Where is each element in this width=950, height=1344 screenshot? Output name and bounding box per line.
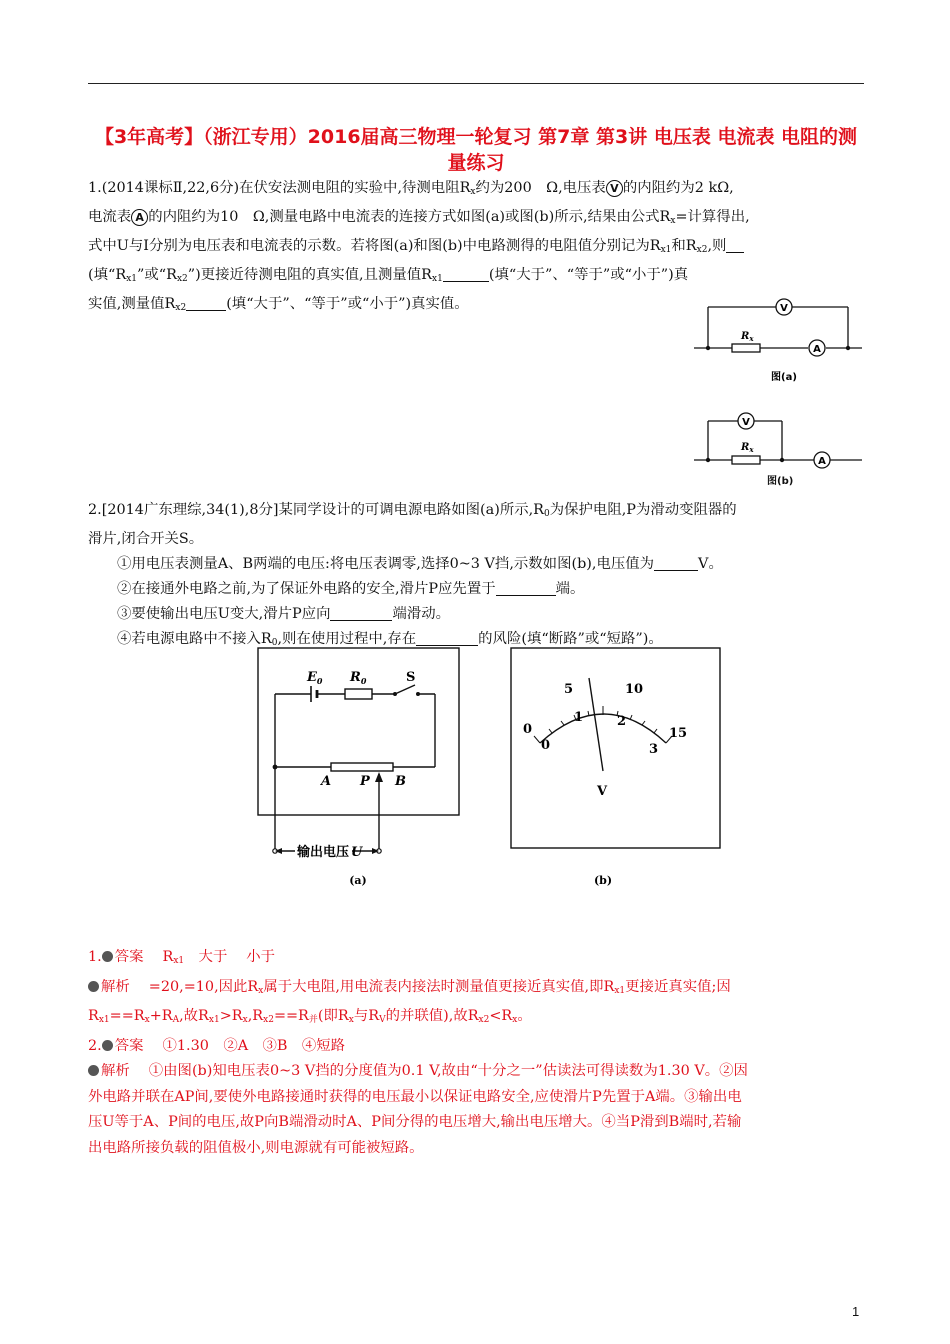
slider-p-label: P [360,774,370,789]
ammeter-label: A [813,344,821,355]
q1-line: 式中U与I分别为电压表和电流表的示数。若将图(a)和图(b)中电路测得的电阻值分别记为$R_{x1}$和$R_{x2}$,则 [88,234,864,263]
figure-b-caption: (b) [593,874,613,887]
q2-subquestion-3: ③要使输出电压U变大,滑片P应向 端滑动。 [117,606,451,622]
voltmeter-label: V [780,303,788,314]
protective-resistor-label: $R_0$ [350,670,367,686]
meter-top-15: 15 [669,726,688,741]
switch-label: S [406,670,416,685]
bullet-icon [88,981,99,992]
meter-needle [589,678,603,771]
bullet-icon [102,1040,113,1051]
resistor-label: $R_x$ [741,331,754,343]
page-title: 【3年高考】（浙江专用）2016届高三物理一轮复习 第7章 第3讲 电压表 电流表 电阻的测量练习 [94,126,858,174]
terminal-b-label: B [395,774,406,789]
q1-line: (填“$R_{x1}$”或“$R_{x2}$”)更接近待测电阻的真实值,且测量值$R_{x1}$ (填“大于”、“等于”或“小于”)真 [88,267,689,284]
q1-line: 实值,测量值$R_{x2}$ (填“大于”、“等于”或“小于”)真实值。 [88,296,469,313]
meter-bottom-0: 0 [541,738,551,753]
voltmeter-icon: V [606,180,623,197]
figure-a-caption: 图(a) [771,372,797,383]
question-2 [88,498,864,656]
meter-top-0: 0 [523,722,533,737]
explanation-1-cont: $R_{x1}==R_x+R_A$,故$R_{x1}>R_x,R_{x2}==R_并$(即$R_x$与$R_V$的并联值),故$R_{x2}<R_x$。 [88,1008,532,1025]
switch-contact [416,692,420,696]
q2-subquestion-1: ①用电压表测量A、B两端的电压:将电压表调零,选择0~3 V挡,示数如图(b),电压值为 V。 [117,556,723,572]
figure-a-caption: (a) [349,874,367,887]
answer-blank[interactable] [330,604,392,621]
q2-line: 2.[2014广东理综,34(1),8分]某同学设计的可调电源电路如图(a)所示$,R_0$为保护电阻,P为滑动变阻器的 [88,502,737,519]
circuit-a [694,299,862,356]
answer-1: 1. 答案 $R_{x1}$ 大于 小于 [88,949,276,966]
junction-dot [273,765,278,770]
terminal-a-label: A [321,774,332,789]
q2-subquestion-4: ④若电源电路中不接入$R_0$,则在使用过程中,存在 的风险(填“断路”或“短路”)。 [117,631,663,648]
q2-subquestion-2: ②在接通外电路之前,为了保证外电路的安全,滑片P应先置于 端。 [117,581,585,597]
header-rule [88,83,864,84]
meter-top-5: 5 [564,682,574,697]
slider-arrow-icon [375,772,383,782]
junction-dot [846,346,850,350]
junction-dot [706,458,710,462]
meter-top-10: 10 [625,682,644,697]
answer-blank[interactable] [496,579,556,596]
bullet-icon [88,1065,99,1076]
answer-section [88,945,864,1161]
answer-blank[interactable] [443,265,489,282]
q2-line: 滑片,闭合开关S。 [88,531,204,547]
explanation-2: 解析 ①由图(b)知电压表0~3 V挡的分度值为0.1 V,故由“十分之一”估读法可得读数为1.30 V。②因 [88,1059,864,1085]
circuit-b [694,413,862,468]
ammeter-icon: A [131,209,148,226]
q2-figures [255,645,725,895]
meter-bottom-2: 2 [617,714,627,729]
answer-blank[interactable] [726,236,744,253]
page-number: 1 [852,1304,860,1319]
junction-dot [706,346,710,350]
meter-bottom-1: 1 [574,710,584,725]
answer-blank[interactable] [186,294,226,311]
voltmeter-label: V [742,417,750,428]
meter-bottom-3: 3 [649,742,659,757]
answer-blank[interactable] [654,554,698,571]
q1-line: 1.(2014课标Ⅱ,22,6分)在伏安法测电阻的实验中,待测电阻$R_x$约为200 Ω,电压表 V 的内阻约为2 kΩ, [88,180,734,197]
resistor-label: $R_x$ [741,442,754,454]
explanation-2-cont: 压U等于A、P间的电压,故P向B端滑动时A、P间分得的电压增大,输出电压增大。④当P滑到B端时,若输 [88,1114,742,1130]
answer-2: 2. 答案 ①1.30 ②A ③B ④短路 [88,1037,346,1054]
q1-circuit-figures [690,295,865,470]
switch-contact [393,692,397,696]
output-voltage-label: 输出电压 U [297,845,363,860]
explanation-1: 解析 =20,=10,因此$R_x$属于大电阻,用电流表内接法时测量值更接近真实值,即$R_{x1}$更接近真实值;因 [88,975,864,1005]
source-label: $E_0$ [307,670,323,686]
explanation-2-cont: 出电路所接负载的阻值极小,则电源就有可能被短路。 [88,1139,424,1156]
explanation-2-cont: 外电路并联在AP间,要使外电路接通时获得的电压最小以保证电路安全,应使滑片P先置于A端。③输出电 [88,1088,742,1105]
meter-unit: V [597,784,608,799]
figure-b-caption: 图(b) [767,476,794,487]
answer-blank[interactable] [416,629,478,646]
q1-line: 电流表 A 的内阻约为10 Ω,测量电路中电流表的连接方式如图(a)或图(b)所示,结果由公式$R_x=$计算得出, [88,209,750,226]
ammeter-label: A [818,456,826,467]
junction-dot [780,458,784,462]
bullet-icon [102,951,113,962]
